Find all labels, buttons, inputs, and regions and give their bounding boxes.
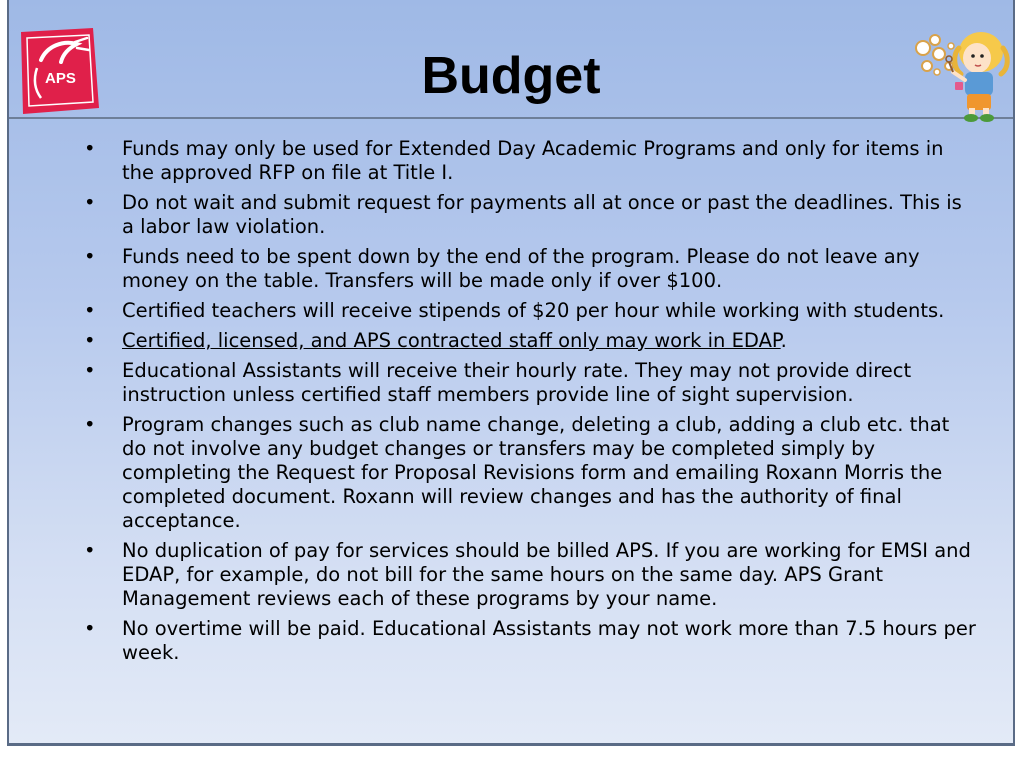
bullet-marker: • — [84, 329, 96, 352]
bullet-marker: • — [84, 539, 96, 562]
bullet-text-suffix: . — [780, 329, 787, 352]
bullet-text: No overtime will be paid. Educational Assistants may not work more than 7.5 hours per week. — [122, 617, 976, 664]
list-item — [9, 413, 1013, 533]
bullet-marker: • — [84, 245, 96, 268]
bullet-text: Funds need to be spent down by the end of the program. Please do not leave any money on the table. Transfers will be made only if over $100. — [122, 245, 920, 292]
bullet-text: Funds may only be used for Extended Day Academic Programs and only for items in the approved RFP on file at Title I. — [122, 137, 944, 184]
bullet-marker: • — [84, 299, 96, 322]
bullet-text: Certified teachers will receive stipends of $20 per hour while working with students. — [122, 299, 945, 322]
bullet-text-underlined: Certified, licensed, and APS contracted staff only may work in EDAP — [122, 329, 781, 352]
bullet-marker: • — [84, 191, 96, 214]
list-item — [9, 245, 1013, 293]
logo-text: APS — [45, 70, 76, 87]
list-item — [9, 299, 1013, 323]
bullet-list — [9, 137, 1013, 665]
slide — [7, 0, 1015, 746]
bullet-text: Educational Assistants will receive their hourly rate. They may not provide direct instruction unless certified staff members provide line of sight supervision. — [122, 359, 912, 406]
slide-title: Budget — [421, 47, 601, 105]
list-item — [9, 137, 1013, 185]
bullet-marker: • — [84, 359, 96, 382]
bullet-text: No duplication of pay for services should be billed APS. If you are working for EMSI and EDAP, for example, do not bill for the same hours on the same day. APS Grant Management reviews each of these programs by your name. — [122, 539, 971, 610]
list-item — [9, 329, 1013, 353]
slide-content — [9, 137, 1013, 671]
bullet-marker: • — [84, 413, 96, 436]
list-item — [9, 539, 1013, 611]
bullet-marker: • — [84, 617, 96, 640]
list-item — [9, 617, 1013, 665]
list-item — [9, 359, 1013, 407]
title-bar — [9, 0, 1013, 119]
girl-blowing-bubbles-icon — [909, 28, 1015, 124]
bullet-text: Do not wait and submit request for payments all at once or past the deadlines. This is a labor law violation. — [122, 191, 962, 238]
bullet-text: Program changes such as club name change, deleting a club, adding a club etc. that do not involve any budget changes or transfers may be completed simply by completing the Request for Proposal Revisions form and emailing Roxann Morris the completed document. Roxann will review changes and has the authority of final acceptance. — [122, 413, 950, 532]
list-item — [9, 191, 1013, 239]
bullet-marker: • — [84, 137, 96, 160]
